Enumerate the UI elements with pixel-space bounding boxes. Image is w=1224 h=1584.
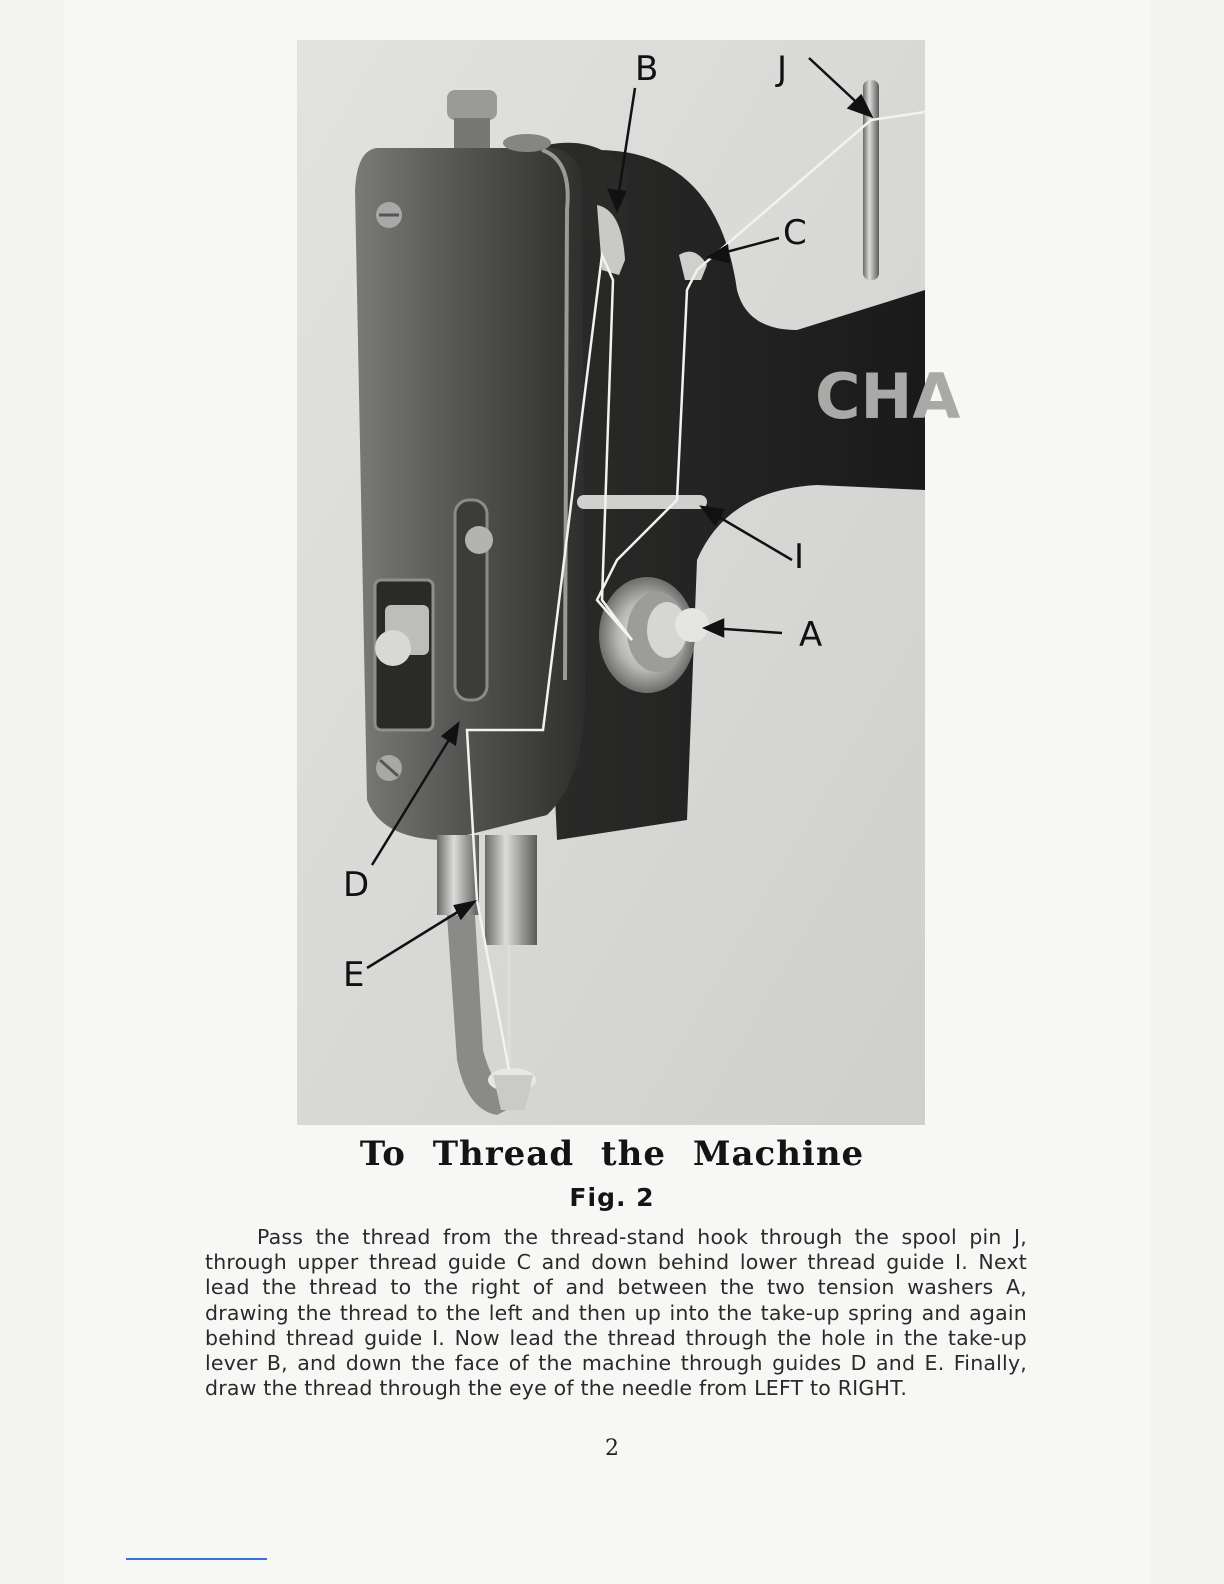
callout-a: A	[799, 615, 823, 655]
sewing-machine-photo	[297, 40, 961, 1125]
callout-e: E	[343, 955, 365, 995]
footnote-rule	[126, 1558, 267, 1560]
sewing-machine-illustration	[297, 40, 961, 1125]
callout-j: J	[777, 49, 788, 89]
callout-b: B	[635, 49, 659, 89]
callout-i: I	[794, 537, 805, 577]
page-title: To Thread the Machine	[359, 1134, 865, 1174]
callout-c: C	[783, 213, 807, 253]
machine-lettering: CHA	[815, 360, 961, 433]
callout-d: D	[343, 865, 370, 905]
figure-label: Fig. 2	[569, 1183, 655, 1212]
page-number: 2	[605, 1436, 619, 1461]
instructions-paragraph: Pass the thread from the thread-stand hook through the spool pin J, through upper thread guide C and down behind lower thread guide I. Next lead the thread to the right of and between the two tension washers A, drawing the thread to the left and then up into the take-up spring and again behind thread guide I. Now lead the thread through the hole in the take-up lever B, and down the face of the machine through guides D and E. Finally, draw the thread through the eye of the needle from LEFT to RIGHT.	[205, 1225, 1027, 1401]
